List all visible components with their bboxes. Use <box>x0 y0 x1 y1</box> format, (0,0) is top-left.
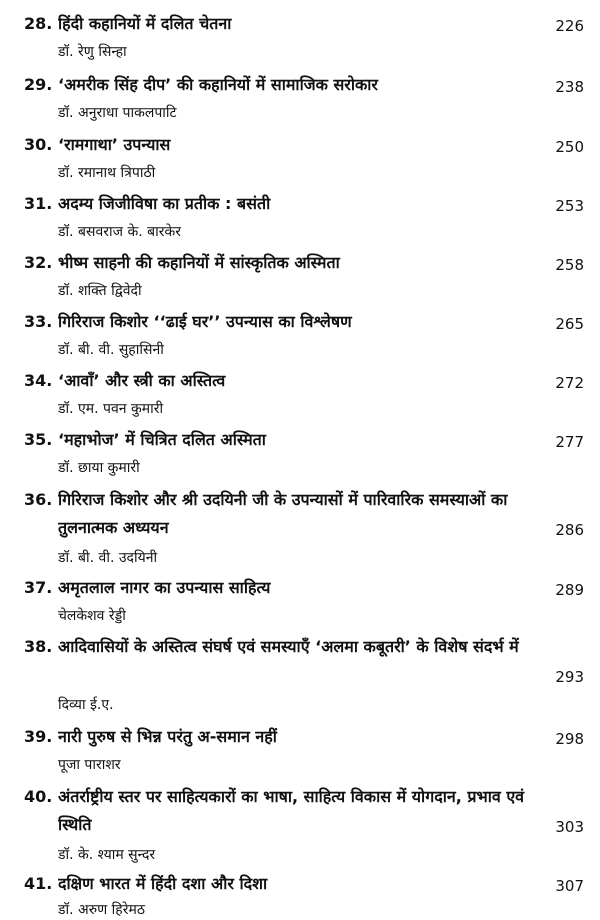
entry-page: 253 <box>555 197 584 215</box>
entry-title: भीष्म साहनी की कहानियों में सांस्कृतिक अस्मिता <box>58 253 340 272</box>
entry-page: 265 <box>555 315 584 333</box>
entry-number: 38. <box>24 637 53 656</box>
entry-page: 298 <box>555 730 584 748</box>
entry-title: दक्षिण भारत में हिंदी दशा और दिशा <box>58 874 268 893</box>
entry-author: डॉ. बी. वी. उदयिनी <box>58 550 158 566</box>
entry-page: 238 <box>555 78 584 96</box>
entry-page: 226 <box>555 17 584 35</box>
entry-author: डॉ. रेणु सिन्हा <box>58 44 127 60</box>
entry-author: डॉ. बसवराज के. बारकेर <box>58 224 181 240</box>
entry-title: ‘रामगाथा’ उपन्यास <box>58 135 171 154</box>
entry-title: ‘अमरीक सिंह दीप’ की कहानियों में सामाजिक सरोकार <box>58 75 378 94</box>
entry-number: 41. <box>24 874 53 893</box>
entry-title: नारी पुरुष से भिन्न परंतु अ-समान नहीं <box>58 727 277 746</box>
entry-title: अमृतलाल नागर का उपन्यास साहित्य <box>58 578 271 597</box>
entry-number: 28. <box>24 14 53 33</box>
entry-title: अंतर्राष्ट्रीय स्तर पर साहित्यकारों का भाषा, साहित्य विकास में योगदान, प्रभाव एवं स्थिति <box>58 787 525 834</box>
entry-number: 34. <box>24 371 53 390</box>
entry-author: डॉ. शक्ति द्विवेदी <box>58 283 142 299</box>
entry-page: 293 <box>555 668 584 686</box>
entry-author: डॉ. बी. वी. सुहासिनी <box>58 342 164 358</box>
entry-number: 32. <box>24 253 53 272</box>
entry-title: ‘आवाँ’ और स्त्री का अस्तित्व <box>58 371 226 390</box>
entry-page: 303 <box>555 818 584 836</box>
entry-author: पूजा पाराशर <box>58 757 121 773</box>
entry-author: दिव्या ई.ए. <box>58 697 114 713</box>
entry-page: 286 <box>555 521 584 539</box>
entry-title: अदम्य जिजीविषा का प्रतीक : बसंती <box>58 194 271 213</box>
entry-number: 35. <box>24 430 53 449</box>
entry-title: गिरिराज किशोर ‘‘ढाई घर’’ उपन्यास का विश्लेषण <box>58 312 352 331</box>
entry-author: चेलकेशव रेड्डी <box>58 608 126 624</box>
entry-page: 258 <box>555 256 584 274</box>
entry-page: 277 <box>555 433 584 451</box>
entry-number: 39. <box>24 727 53 746</box>
entry-number: 40. <box>24 787 53 806</box>
entry-number: 31. <box>24 194 53 213</box>
entry-author: डॉ. रमानाथ त्रिपाठी <box>58 165 156 181</box>
entry-title: आदिवासियों के अस्तित्व संघर्ष एवं समस्याएँ ‘अलमा कबूतरी’ के विशेष संदर्भ में <box>58 637 519 656</box>
entry-title: हिंदी कहानियों में दलित चेतना <box>58 14 232 33</box>
entry-number: 37. <box>24 578 53 597</box>
entry-number: 36. <box>24 490 53 509</box>
entry-page: 289 <box>555 581 584 599</box>
entry-page: 250 <box>555 138 584 156</box>
entry-author: डॉ. अनुराधा पाकलपाटि <box>58 105 177 121</box>
entry-author: डॉ. एम. पवन कुमारी <box>58 401 164 417</box>
entry-page: 272 <box>555 374 584 392</box>
entry-number: 30. <box>24 135 53 154</box>
entry-author: डॉ. अरुण हिरेमठ <box>58 902 145 918</box>
entry-number: 33. <box>24 312 53 331</box>
entry-title: ‘महाभोज’ में चित्रित दलित अस्मिता <box>58 430 266 449</box>
entry-title: गिरिराज किशोर और श्री उदयिनी जी के उपन्यासों में पारिवारिक समस्याओं का तुलनात्मक अध्ययन <box>58 490 508 537</box>
entry-author: डॉ. छाया कुमारी <box>58 460 140 476</box>
entry-author: डॉ. के. श्याम सुन्दर <box>58 847 156 863</box>
entry-page: 307 <box>555 877 584 895</box>
entry-number: 29. <box>24 75 53 94</box>
